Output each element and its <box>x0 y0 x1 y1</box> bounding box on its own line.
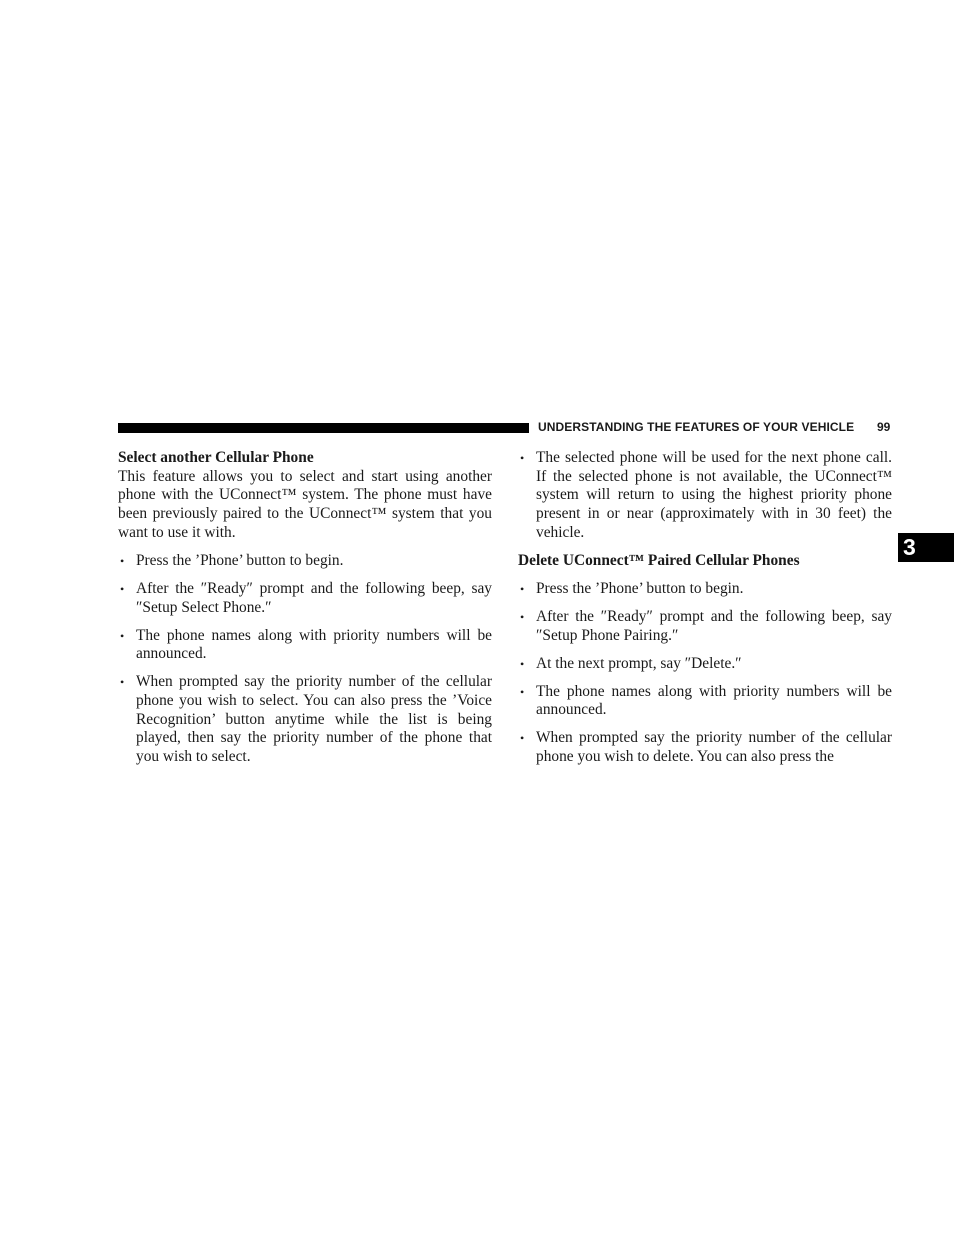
list-item-text: The phone names along with priority numbers will be announced. <box>136 626 492 663</box>
list-item <box>518 608 892 645</box>
list-item-text: After the ″Ready″ prompt and the following beep, say ″Setup Phone Pairing.″ <box>536 607 892 644</box>
bullet-icon: • <box>520 451 525 465</box>
select-phone-steps-continued <box>518 449 892 543</box>
list-item <box>518 580 892 599</box>
bullet-icon: • <box>120 628 125 643</box>
list-item-text: When prompted say the priority number of the cellular phone you wish to select. You can also press the ’Voice Recognition’ button anytime while the list is being played, then say the priority number of the phone that you wish to select. <box>136 673 492 766</box>
list-item <box>118 673 492 767</box>
left-column <box>118 449 492 767</box>
bullet-icon: • <box>520 731 525 746</box>
section-header-title: UNDERSTANDING THE FEATURES OF YOUR VEHICLE <box>538 420 855 434</box>
bullet-icon: • <box>520 581 525 596</box>
list-item-text: Press the ’Phone’ button to begin. <box>536 579 744 597</box>
list-item <box>518 449 892 543</box>
bullet-icon: • <box>520 684 525 699</box>
bullet-icon: • <box>120 553 125 568</box>
list-item-text: The selected phone will be used for the next phone call. If the selected phone is not available, the UConnect™ system will return to using the highest priority phone present in or near (approximately with in 30 feet) the vehicle. <box>536 449 892 541</box>
list-item-text: At the next prompt, say ″Delete.″ <box>536 654 742 672</box>
list-item <box>518 655 892 674</box>
list-item <box>118 552 492 571</box>
header-rule <box>118 423 529 433</box>
delete-phone-steps <box>518 580 892 767</box>
bullet-icon: • <box>520 609 525 624</box>
right-column <box>518 449 892 767</box>
section-heading-delete-phones: Delete UConnect™ Paired Cellular Phones <box>518 551 800 569</box>
list-item-text: Press the ’Phone’ button to begin. <box>136 551 344 569</box>
list-item <box>118 627 492 664</box>
list-item-text: The phone names along with priority numbers will be announced. <box>536 682 892 719</box>
list-item <box>518 683 892 720</box>
bullet-icon: • <box>120 675 125 690</box>
chapter-tab: 3 <box>898 533 954 562</box>
section-heading-select-phone: Select another Cellular Phone <box>118 449 314 466</box>
list-item-text: After the ″Ready″ prompt and the following beep, say ″Setup Select Phone.″ <box>136 579 492 616</box>
list-item <box>118 580 492 617</box>
page-number: 99 <box>877 420 891 434</box>
list-item-text: When prompted say the priority number of the cellular phone you wish to delete. You can also press the <box>536 729 892 765</box>
intro-paragraph: This feature allows you to select and start using another phone with the UConnect™ system. The phone must have been previously paired to the UConnect™ system that you want to use it with. <box>118 467 492 541</box>
list-item <box>518 729 892 766</box>
select-phone-steps <box>118 552 492 767</box>
bullet-icon: • <box>120 581 125 596</box>
bullet-icon: • <box>520 656 525 671</box>
